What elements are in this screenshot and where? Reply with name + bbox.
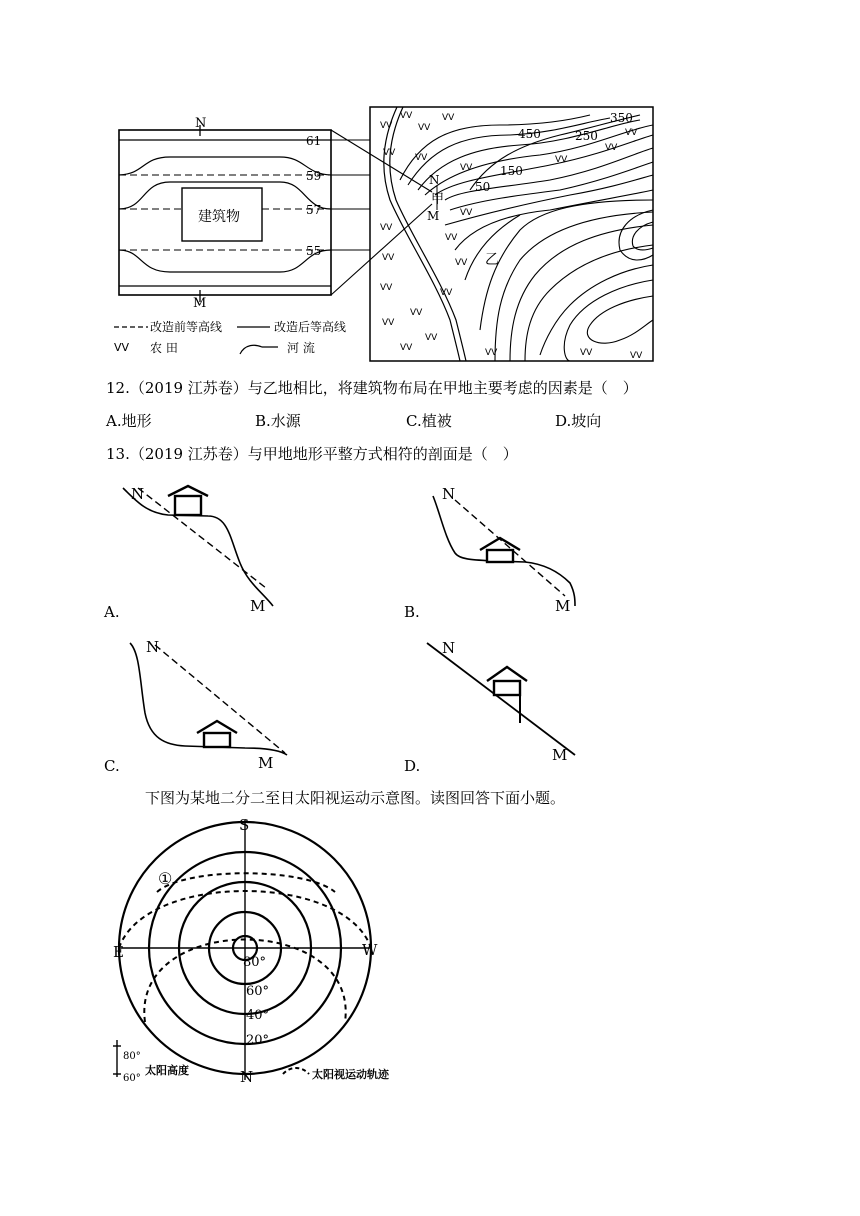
map-contour-450: 450 xyxy=(518,127,541,141)
legend-scale-60: 60° xyxy=(123,1073,141,1084)
map-contour-50: 50 xyxy=(475,180,491,194)
profile-c-n: N xyxy=(146,638,160,656)
q12-option-b[interactable]: B.水源 xyxy=(255,412,301,430)
legend-river: 河 流 xyxy=(287,341,315,355)
profile-a-m: M xyxy=(250,597,266,615)
direction-south: S xyxy=(239,816,250,834)
farmland-symbol: ᐯᐯ xyxy=(114,341,130,354)
map-m-label: M xyxy=(427,209,440,223)
question-12: 12.（2019 江苏卷）与乙地相比，将建筑物布局在甲地主要考虑的因素是（ ） xyxy=(106,379,638,397)
contour-figure xyxy=(100,100,660,370)
direction-east: E xyxy=(113,943,124,961)
legend-after: 改造后等高线 xyxy=(274,320,347,334)
q12-option-d[interactable]: D.坡向 xyxy=(555,412,602,430)
map-contour-350: 350 xyxy=(610,111,633,125)
profile-b-n: N xyxy=(442,485,456,503)
building-label: 建筑物 xyxy=(198,209,240,225)
contour-57: 57 xyxy=(306,203,322,217)
profile-c-m: M xyxy=(258,754,274,772)
direction-north: N xyxy=(240,1068,254,1086)
altitude-40: 40° xyxy=(246,1008,270,1023)
profile-b-m: M xyxy=(555,597,571,615)
inset-m-label: M xyxy=(193,296,207,311)
profile-a-n: N xyxy=(131,485,145,503)
legend-sun-path: 太阳视运动轨迹 xyxy=(312,1068,389,1081)
inset-n-label: N xyxy=(195,116,207,131)
profile-d-n: N xyxy=(442,639,456,657)
q12-option-c[interactable]: C.植被 xyxy=(406,412,452,430)
farmland-marks: ᐯᐯᐯᐯᐯᐯ ᐯᐯ ᐯᐯ ᐯᐯ ᐯᐯᐯᐯᐯᐯ ᐯᐯ ᐯᐯ ᐯᐯ ᐯᐯ ᐯᐯᐯᐯ ᐯᐯᐯᐯᐯᐯ ᐯᐯᐯᐯ ᐯᐯ ᐯᐯ ᐯᐯ ᐯᐯ xyxy=(380,111,643,361)
legend-scale-80: 80° xyxy=(123,1051,141,1062)
legend-before: 改造前等高线 xyxy=(150,320,223,334)
contour-55: 55 xyxy=(306,244,322,258)
question-13: 13.（2019 江苏卷）与甲地地形平整方式相符的剖面是（ ） xyxy=(106,445,518,463)
profile-d-m: M xyxy=(552,746,568,764)
option-b-label[interactable]: B. xyxy=(404,603,420,621)
option-d-label[interactable]: D. xyxy=(404,757,421,775)
altitude-80: 80° xyxy=(243,955,267,970)
altitude-60: 60° xyxy=(246,984,270,999)
direction-west: W xyxy=(362,941,378,959)
contour-59: 59 xyxy=(306,169,322,183)
map-contour-150: 150 xyxy=(500,164,523,178)
site-jia: 甲 xyxy=(431,192,445,207)
q12-option-a[interactable]: A.地形 xyxy=(106,412,152,430)
option-a-label[interactable]: A. xyxy=(104,603,120,621)
map-n-label: N xyxy=(429,173,440,187)
option-c-label[interactable]: C. xyxy=(104,757,120,775)
map-contour-250: 250 xyxy=(575,129,598,143)
legend-altitude: 太阳高度 xyxy=(145,1064,189,1077)
altitude-20: 20° xyxy=(246,1033,270,1048)
site-yi: 乙 xyxy=(485,252,499,268)
topo-map xyxy=(370,107,653,361)
contour-61: 61 xyxy=(306,134,322,148)
river-symbol xyxy=(240,345,278,354)
path-marker-1: ① xyxy=(158,869,173,888)
legend-farmland: 农 田 xyxy=(150,341,178,355)
intro-text: 下图为某地二分二至日太阳视运动示意图。读图回答下面小题。 xyxy=(145,789,566,807)
